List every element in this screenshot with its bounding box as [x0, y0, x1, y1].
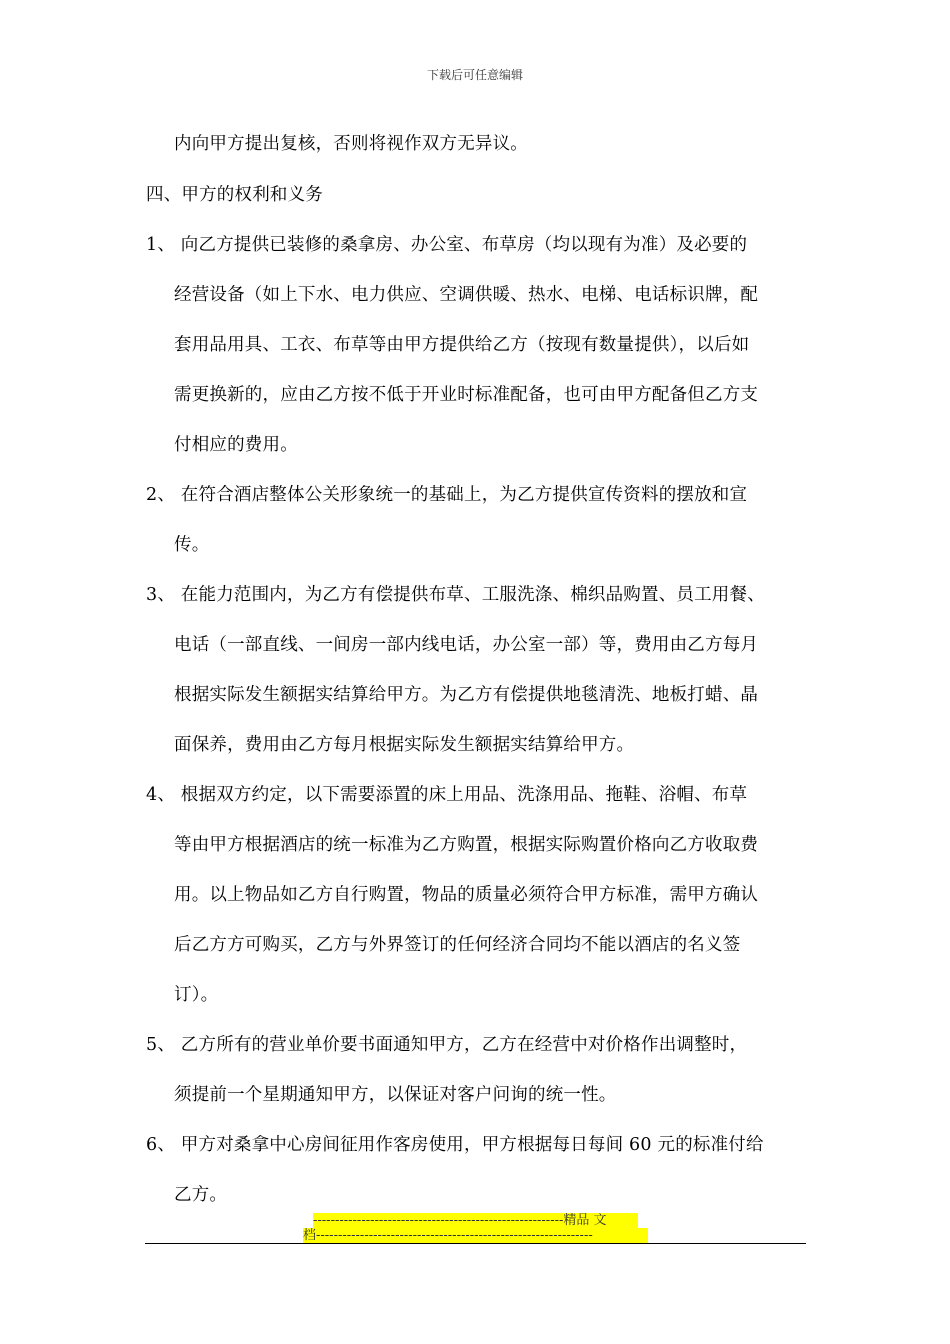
- list-item-4: 4、 根据双方约定，以下需要添置的床上用品、洗涤用品、拖鞋、浴帽、布草: [146, 785, 748, 805]
- list-item-3: 3、 在能力范围内，为乙方有偿提供布草、工服洗涤、棉织品购置、员工用餐、: [146, 585, 765, 605]
- body-line: 乙方。: [174, 1185, 228, 1205]
- body-line: 等由甲方根据酒店的统一标准为乙方购置，根据实际购置价格向乙方收取费: [174, 835, 759, 855]
- body-line: 需更换新的，应由乙方按不低于开业时标准配备，也可由甲方配备但乙方支: [174, 385, 759, 405]
- body-line: 根据实际发生额据实结算给甲方。为乙方有偿提供地毯清洗、地板打蜡、晶: [174, 685, 759, 705]
- footer-divider: [145, 1243, 806, 1244]
- body-line: 套用品用具、工衣、布草等由甲方提供给乙方（按现有数量提供），以后如: [174, 335, 750, 355]
- body-line: 经营设备（如上下水、电力供应、空调供暖、热水、电梯、电话标识牌，配: [174, 285, 759, 305]
- list-item-5: 5、 乙方所有的营业单价要书面通知甲方，乙方在经营中对价格作出调整时，: [146, 1035, 748, 1055]
- body-line: 内向甲方提出复核，否则将视作双方无异议。: [174, 134, 528, 154]
- footer-watermark-line-1: ---------------------------------------------------------精品 文: [313, 1213, 638, 1228]
- body-line: 付相应的费用。: [174, 435, 298, 455]
- section-heading: 四、甲方的权利和义务: [146, 185, 323, 205]
- list-item-6: 6、 甲方对桑拿中心房间征用作客房使用，甲方根据每日每间 60 元的标准付给: [146, 1135, 764, 1155]
- body-line: 用。以上物品如乙方自行购置，物品的质量必须符合甲方标准，需甲方确认: [174, 885, 759, 905]
- body-line: 面保养，费用由乙方每月根据实际发生额据实结算给甲方。: [174, 735, 635, 755]
- footer-watermark-line-2: 档---------------------------------------------------------------: [303, 1228, 648, 1243]
- body-line: 后乙方方可购买，乙方与外界签订的任何经济合同均不能以酒店的名义签: [174, 935, 741, 955]
- list-item-2: 2、 在符合酒店整体公关形象统一的基础上，为乙方提供宣传资料的摆放和宣: [146, 485, 748, 505]
- body-line: 电话（一部直线、一间房一部内线电话，办公室一部）等，费用由乙方每月: [174, 635, 759, 655]
- list-item-1: 1、 向乙方提供已装修的桑拿房、办公室、布草房（均以现有为准）及必要的: [146, 235, 748, 255]
- body-line: 订）。: [174, 985, 219, 1005]
- body-line: 须提前一个星期通知甲方，以保证对客户问询的统一性。: [174, 1085, 617, 1105]
- body-line: 传。: [174, 535, 210, 555]
- page-header: 下载后可任意编辑: [426, 68, 523, 82]
